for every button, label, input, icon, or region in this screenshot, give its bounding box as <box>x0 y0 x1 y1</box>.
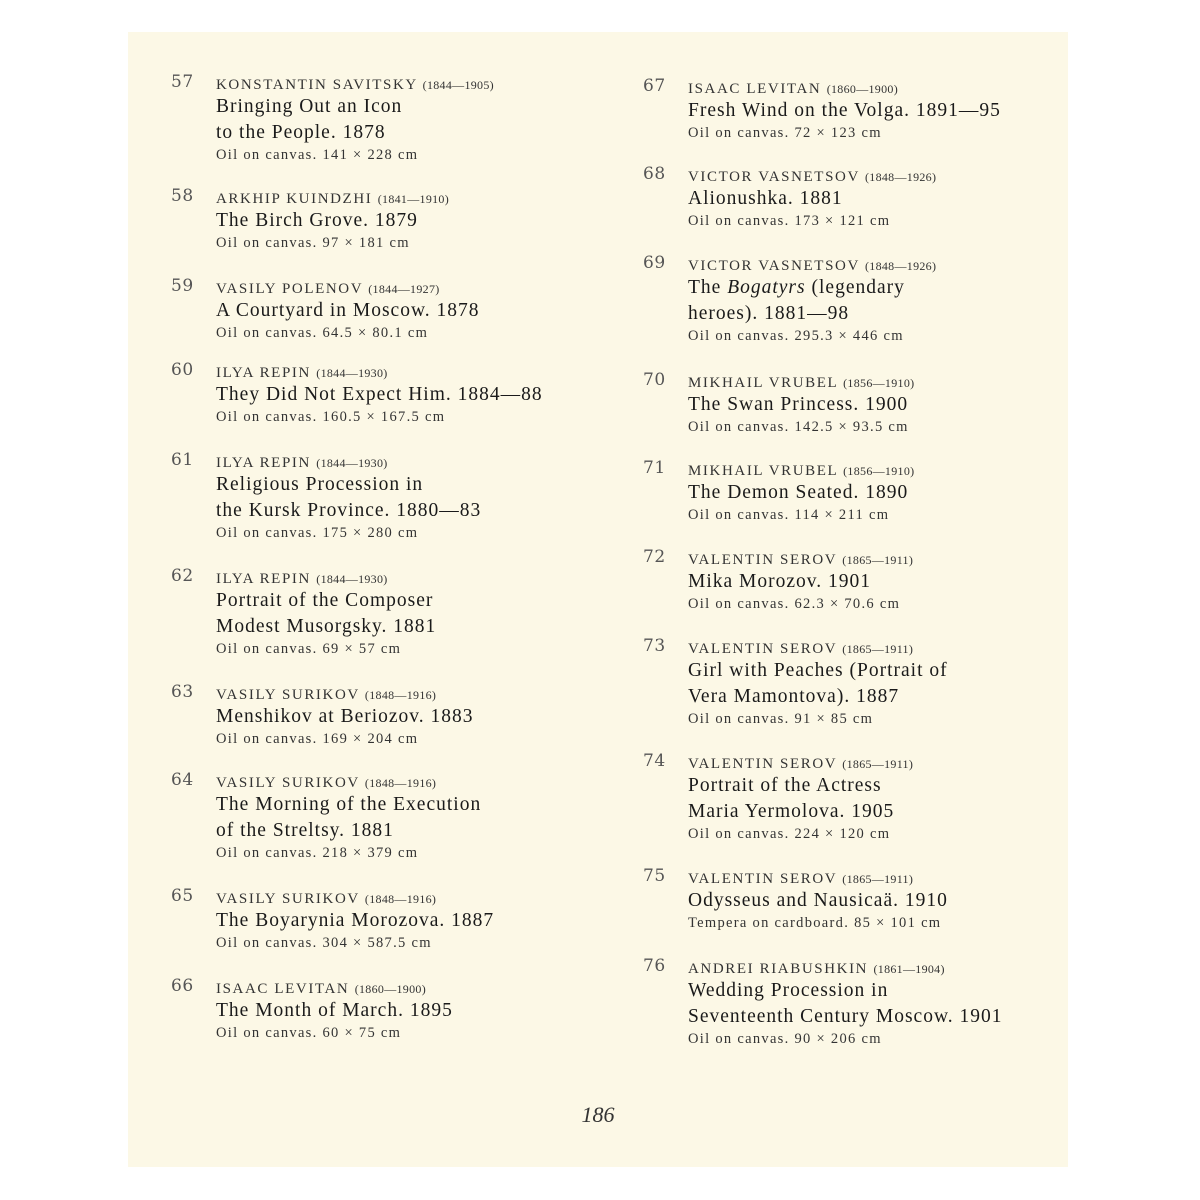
artist-line <box>216 280 676 298</box>
artwork-title-line: Maria Yermolova. 1905 <box>688 801 895 822</box>
artist-line <box>688 374 1068 392</box>
artist-dates: (1861—1904) <box>873 962 945 976</box>
catalogue-entry <box>171 682 676 748</box>
artist-dates: (1841—1910) <box>377 192 450 206</box>
artist-line <box>688 80 1068 98</box>
artwork-title-part: (legendary <box>805 277 905 298</box>
catalogue-entry <box>171 186 676 252</box>
catalogue-entry <box>171 976 676 1042</box>
entry-number: 70 <box>643 370 666 390</box>
entry-number: 62 <box>171 566 194 586</box>
catalogue-entry <box>643 253 1068 345</box>
catalogue-entry <box>171 886 676 952</box>
entry-number: 75 <box>643 866 666 886</box>
artist-dates: (1865—1911) <box>842 553 914 567</box>
artist-line <box>216 774 676 792</box>
artist-name: ILYA REPIN <box>216 455 311 471</box>
artwork-title <box>216 94 676 146</box>
catalogue-entry <box>643 956 1068 1048</box>
artist-dates: (1844—1930) <box>316 572 388 586</box>
artwork-title-line: Modest Musorgsky. 1881 <box>216 616 437 637</box>
artwork-medium: Oil on canvas. 69 × 57 cm <box>216 641 402 657</box>
artwork-title-line: Bringing Out an Icon <box>216 96 403 117</box>
artist-line <box>216 190 676 208</box>
artwork-title <box>688 392 1068 418</box>
artist-dates: (1848—1926) <box>864 259 937 273</box>
artwork-title <box>216 382 676 408</box>
artist-line <box>688 960 1068 978</box>
artwork-medium: Oil on canvas. 142.5 × 93.5 cm <box>688 419 909 435</box>
artwork-medium: Oil on canvas. 304 × 587.5 cm <box>216 935 432 951</box>
artist-dates: (1860—1900) <box>354 982 426 996</box>
artist-line <box>688 870 1068 888</box>
artist-name: VALENTIN SEROV <box>688 756 837 772</box>
artwork-medium: Oil on canvas. 64.5 × 80.1 cm <box>216 325 429 341</box>
entry-number: 57 <box>171 72 194 92</box>
catalogue-entry <box>171 770 676 862</box>
catalogue-entry <box>643 458 1068 524</box>
artwork-title <box>216 792 676 844</box>
catalogue-entry <box>171 72 676 164</box>
catalogue-entry <box>171 276 676 342</box>
artwork-medium: Oil on canvas. 60 × 75 cm <box>216 1025 402 1041</box>
artwork-title <box>688 658 1068 710</box>
entry-number: 76 <box>643 956 666 976</box>
artwork-title-line: Religious Procession in <box>216 474 424 495</box>
artwork-title-line: Alionushka. 1881 <box>688 188 843 209</box>
artwork-medium: Oil on canvas. 224 × 120 cm <box>688 826 891 842</box>
artist-name: ARKHIP KUINDZHI <box>216 191 373 207</box>
artwork-title-line: heroes). 1881—98 <box>688 303 850 324</box>
artist-dates: (1848—1926) <box>864 170 937 184</box>
entry-number: 65 <box>171 886 194 906</box>
catalogue-page <box>128 32 1068 1167</box>
artist-line <box>216 76 676 94</box>
artwork-medium: Oil on canvas. 169 × 204 cm <box>216 731 419 747</box>
artist-name: VASILY SURIKOV <box>216 687 360 703</box>
artist-dates: (1844—1930) <box>316 456 388 470</box>
artist-name: VICTOR VASNETSOV <box>688 258 860 274</box>
artwork-title-line: to the People. 1878 <box>216 122 386 143</box>
page-number: 186 <box>581 1102 615 1127</box>
artwork-title-line: Wedding Procession in <box>688 980 889 1001</box>
artist-name: VALENTIN SEROV <box>688 641 837 657</box>
artwork-title <box>688 480 1068 506</box>
artist-dates: (1848—1916) <box>364 688 437 702</box>
artwork-medium: Oil on canvas. 72 × 123 cm <box>688 125 882 141</box>
catalogue-entry <box>171 566 676 658</box>
artwork-title <box>688 978 1068 1030</box>
artwork-title <box>688 569 1068 595</box>
artist-line <box>688 755 1068 773</box>
artist-name: MIKHAIL VRUBEL <box>688 463 838 479</box>
artist-line <box>688 551 1068 569</box>
artwork-title <box>216 588 676 640</box>
artist-dates: (1860—1900) <box>826 82 898 96</box>
artwork-title-line: of the Streltsy. 1881 <box>216 820 394 841</box>
artist-name: ILYA REPIN <box>216 571 311 587</box>
entry-number: 67 <box>643 76 666 96</box>
entry-number: 71 <box>643 458 666 478</box>
artist-name: VICTOR VASNETSOV <box>688 169 860 185</box>
catalogue-entry <box>643 370 1068 436</box>
artwork-title-line: The Birch Grove. 1879 <box>216 210 418 231</box>
artwork-title <box>688 186 1068 212</box>
catalogue-entry <box>171 450 676 542</box>
artwork-title-line: Seventeenth Century Moscow. 1901 <box>688 1006 1003 1027</box>
artist-line <box>216 570 676 588</box>
catalogue-entry <box>643 751 1068 843</box>
catalogue-entry <box>643 547 1068 613</box>
artist-name: VASILY SURIKOV <box>216 891 360 907</box>
artwork-title <box>216 704 676 730</box>
artist-name: ISAAC LEVITAN <box>688 81 822 97</box>
artwork-medium: Oil on canvas. 90 × 206 cm <box>688 1031 882 1047</box>
artwork-title-line: Vera Mamontova). 1887 <box>688 686 900 707</box>
artwork-title-italic: Bogatyrs <box>727 277 806 298</box>
entry-number: 63 <box>171 682 194 702</box>
artist-line <box>216 890 676 908</box>
artwork-title-line: Girl with Peaches (Portrait of <box>688 660 948 681</box>
entry-number: 72 <box>643 547 666 567</box>
entry-number: 64 <box>171 770 194 790</box>
artist-dates: (1865—1911) <box>842 642 914 656</box>
entry-number: 60 <box>171 360 194 380</box>
artist-dates: (1865—1911) <box>842 872 914 886</box>
artist-name: MIKHAIL VRUBEL <box>688 375 838 391</box>
artwork-title-line <box>688 275 1068 301</box>
artist-dates: (1865—1911) <box>842 757 914 771</box>
artist-line <box>688 462 1068 480</box>
artwork-medium: Oil on canvas. 97 × 181 cm <box>216 235 410 251</box>
artist-line <box>216 980 676 998</box>
artwork-title-line: The Demon Seated. 1890 <box>688 482 909 503</box>
artist-dates: (1844—1930) <box>316 366 388 380</box>
artwork-medium: Oil on canvas. 114 × 211 cm <box>688 507 890 523</box>
artist-name: VASILY POLENOV <box>216 281 363 297</box>
entry-number: 61 <box>171 450 194 470</box>
artwork-title-line: The Swan Princess. 1900 <box>688 394 909 415</box>
artist-line <box>216 686 676 704</box>
artwork-title <box>688 888 1068 914</box>
catalogue-entry <box>643 164 1068 230</box>
artwork-title <box>688 98 1068 124</box>
entry-number: 66 <box>171 976 194 996</box>
artist-dates: (1848—1916) <box>364 892 437 906</box>
artwork-medium: Oil on canvas. 62.3 × 70.6 cm <box>688 596 901 612</box>
catalogue-entry <box>171 360 676 426</box>
artwork-title-line: They Did Not Expect Him. 1884—88 <box>216 384 543 405</box>
artwork-title <box>216 208 676 234</box>
artwork-medium: Oil on canvas. 175 × 280 cm <box>216 525 419 541</box>
artwork-title <box>216 472 676 524</box>
artist-line <box>688 168 1068 186</box>
artwork-title-line: Menshikov at Beriozov. 1883 <box>216 706 474 727</box>
artist-name: VASILY SURIKOV <box>216 775 360 791</box>
artist-dates: (1856—1910) <box>843 464 915 478</box>
artist-dates: (1844—1905) <box>422 78 494 92</box>
artist-dates: (1844—1927) <box>368 282 440 296</box>
artwork-title-line: the Kursk Province. 1880—83 <box>216 500 482 521</box>
artist-name: ANDREI RIABUSHKIN <box>688 961 869 977</box>
artwork-title <box>688 275 1068 327</box>
artwork-title <box>216 298 676 324</box>
artist-line <box>688 640 1068 658</box>
artist-dates: (1848—1916) <box>364 776 437 790</box>
artist-line <box>216 364 676 382</box>
artwork-title <box>688 773 1068 825</box>
entry-number: 73 <box>643 636 666 656</box>
artist-name: VALENTIN SEROV <box>688 871 837 887</box>
artwork-medium: Oil on canvas. 141 × 228 cm <box>216 147 419 163</box>
artwork-title-line: Odysseus and Nausicaä. 1910 <box>688 890 948 911</box>
artwork-title-line: The Boyarynia Morozova. 1887 <box>216 910 495 931</box>
artwork-title-line: Portrait of the Composer <box>216 590 434 611</box>
artwork-medium: Tempera on cardboard. 85 × 101 cm <box>688 915 942 931</box>
artist-line <box>216 454 676 472</box>
catalogue-entry <box>643 866 1068 932</box>
artist-name: ISAAC LEVITAN <box>216 981 350 997</box>
catalogue-entry <box>643 76 1068 142</box>
artist-line <box>688 257 1068 275</box>
artwork-medium: Oil on canvas. 91 × 85 cm <box>688 711 874 727</box>
entry-number: 59 <box>171 276 194 296</box>
artist-name: KONSTANTIN SAVITSKY <box>216 77 418 93</box>
artist-dates: (1856—1910) <box>843 376 915 390</box>
artwork-title-line: Fresh Wind on the Volga. 1891—95 <box>688 100 1001 121</box>
artist-name: ILYA REPIN <box>216 365 311 381</box>
artwork-medium: Oil on canvas. 218 × 379 cm <box>216 845 419 861</box>
artwork-title <box>216 998 676 1024</box>
artist-name: VALENTIN SEROV <box>688 552 837 568</box>
entry-number: 74 <box>643 751 666 771</box>
entry-number: 69 <box>643 253 666 273</box>
catalogue-entry <box>643 636 1068 728</box>
artwork-medium: Oil on canvas. 295.3 × 446 cm <box>688 328 904 344</box>
artwork-title-line: A Courtyard in Moscow. 1878 <box>216 300 480 321</box>
artwork-title-line: The Month of March. 1895 <box>216 1000 453 1021</box>
entry-number: 58 <box>171 186 194 206</box>
artwork-title-line: Portrait of the Actress <box>688 775 882 796</box>
artwork-title-line: The Morning of the Execution <box>216 794 482 815</box>
artwork-title <box>216 908 676 934</box>
artwork-title-part: The <box>688 277 728 298</box>
entry-number: 68 <box>643 164 666 184</box>
artwork-title-line: Mika Morozov. 1901 <box>688 571 872 592</box>
artwork-medium: Oil on canvas. 173 × 121 cm <box>688 213 891 229</box>
artwork-medium: Oil on canvas. 160.5 × 167.5 cm <box>216 409 446 425</box>
